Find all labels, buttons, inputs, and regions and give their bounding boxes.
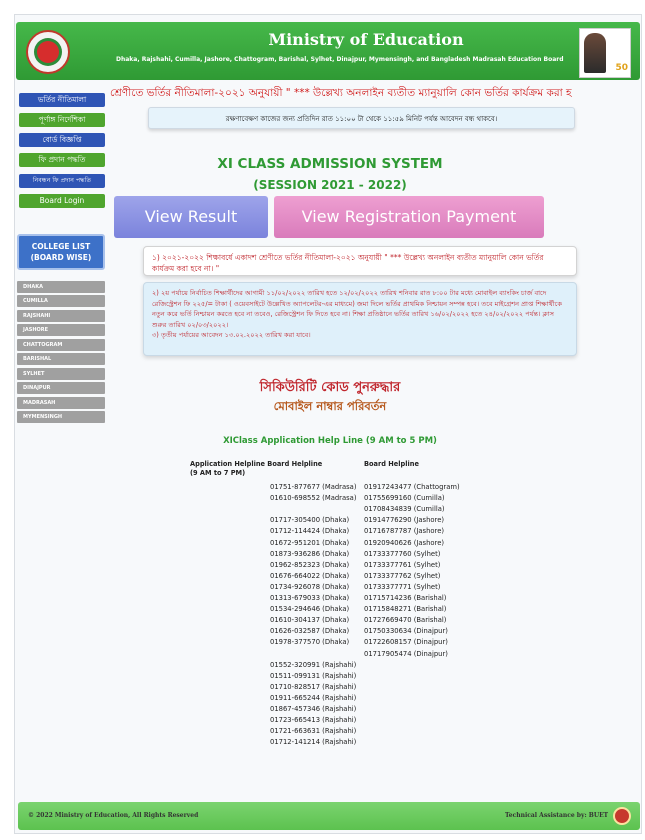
college-list-button[interactable] bbox=[17, 234, 105, 270]
helpline-number: 01552-320991 (Rajshahi) bbox=[270, 660, 357, 669]
helpline-number: 01610-304137 (Dhaka) bbox=[270, 616, 350, 625]
scrolling-notice: শ্রেণীতে ভর্তির নীতিমালা-২০২১ অনুযায়ী " *** উল্লেখ্য অনলাইন ব্যতীত ম্যানুয়ালি কোন ভর্তির কার্যক্রম করা হ bbox=[110, 87, 572, 99]
view-result-button[interactable]: View Result bbox=[114, 196, 268, 238]
helpline-number: 01672-951201 (Dhaka) bbox=[270, 538, 350, 547]
site-title: Ministry of Education bbox=[268, 30, 464, 49]
sidebar-item-full-guideline[interactable]: পূর্ণাঙ্গ নির্দেশিকা bbox=[19, 113, 105, 127]
board-link-mymensingh[interactable]: MYMENSINGH bbox=[17, 411, 105, 423]
helpline-number: 01755699160 (Cumilla) bbox=[364, 494, 445, 503]
board-link-madrasah[interactable]: MADRASAH bbox=[17, 397, 105, 409]
helpline-number: 01734-926078 (Dhaka) bbox=[270, 582, 350, 591]
helpline-number: 01733377771 (Sylhet) bbox=[364, 582, 441, 591]
board-helpline-heading: Board Helpline bbox=[364, 460, 419, 468]
helpline-number: 01610-698552 (Madrasa) bbox=[270, 494, 357, 503]
policy-notice: ১) ২০২১-২০২২ শিক্ষাবর্ষে একাদশ শ্রেণীতে ভর্তির নীতিমালা-২০২১ অনুযায়ী " *** উল্লেখ্য অনলাইন ব্যতীত ম্যানুয়ালি কোন ভর্তির কার্যক্রম করা হবে না। " bbox=[143, 246, 577, 276]
helpline-number: 01313-679033 (Dhaka) bbox=[270, 594, 350, 602]
application-helpline-heading-text: Application Helpline Board Helpline bbox=[190, 460, 323, 468]
helpline-title: XIClass Application Help Line (9 AM to 5 PM) bbox=[223, 436, 437, 446]
helpline-number: 01750330634 (Dinajpur) bbox=[364, 627, 448, 636]
admission-notice-text: ২) ২য় পর্যায়ে নির্বাচিত শিক্ষার্থীদের আগামী ১১/০২/২০২২ তারিখ হতে ১২/০২/২০২২ তারিখ শনিবার রাত ৮:০০ টার মধ্যে মোবাইল ব্যাংকিং চার্জ বাদে রেজিস্ট্রেশন ফি ২২৫/= টাকা ( ওয়েবসাইটে উল্লেখিত অ্যাপলেটর-এর মাধ্যমে) জমা দিলে ভর্তির প্রাথমিক নিশ্চায়ন সম্পন্ন হবে। তবে মাইগ্রেশন প্রাপ্ত শিক্ষার্থীকে নতুন করে ভর্তি নিশ্চায়ন করতে হবে না তবেও, রেজিস্ট্রেশন ফি দিতে হবে না। শিক্ষা প্রতিষ্ঠানে ভর্তির তারিখ ১৬/০২/২০২২ হতে ২৪/০২/২০২২ পর্যন্ত। ক্লাস শুরুর তারিখ ০২/০৩/২০২২। bbox=[152, 289, 562, 329]
helpline-number: 01733377760 (Sylhet) bbox=[364, 549, 441, 558]
helpline-number: 01873-936286 (Dhaka) bbox=[270, 549, 350, 558]
helpline-number: 01712-114424 (Dhaka) bbox=[270, 527, 350, 536]
buet-logo bbox=[613, 807, 631, 825]
helpline-number: 01626-032587 (Dhaka) bbox=[270, 627, 350, 636]
helpline-number: 01715848271 (Barishal) bbox=[364, 605, 447, 614]
helpline-number: 01721-663631 (Rajshahi) bbox=[270, 727, 357, 736]
portrait-tag: 50 bbox=[615, 63, 628, 73]
maintenance-notice: রক্ষণাবেক্ষণ কাজের জন্য প্রতিদিন রাত ১১:০০ টা থেকে ১১:৫৯ মিনিট পর্যন্ত আবেদন বন্ধ থাকবে। bbox=[148, 107, 575, 129]
session-label: (SESSION 2021 - 2022) bbox=[253, 178, 407, 192]
government-logo bbox=[26, 30, 70, 74]
mobile-number-change-link[interactable]: মোবাইল নাম্বার পরিবর্তন bbox=[273, 399, 387, 413]
helpline-number: 01978-377570 (Dhaka) bbox=[270, 638, 350, 647]
technical-assistance-text: Technical Assistance by: BUET bbox=[505, 812, 609, 819]
view-registration-payment-button[interactable]: View Registration Payment bbox=[274, 196, 544, 238]
admission-notice bbox=[143, 282, 577, 356]
board-link-dhaka[interactable]: DHAKA bbox=[17, 281, 105, 293]
helpline-number: 01715714236 (Barishal) bbox=[364, 594, 447, 602]
site-footer bbox=[18, 802, 640, 830]
helpline-number: 01723-665413 (Rajshahi) bbox=[270, 716, 357, 725]
sidebar-item-admission-policy[interactable]: ভর্তির নীতিমালা bbox=[19, 93, 105, 107]
sidebar-item-fee-payment[interactable]: ফি প্রদান পদ্ধতি bbox=[19, 153, 105, 167]
helpline-number: 01717905474 (Dinajpur) bbox=[364, 649, 448, 658]
helpline-number: 01751-877677 (Madrasa) bbox=[270, 483, 357, 491]
helpline-number: 01917243477 (Chattogram) bbox=[364, 483, 460, 491]
copyright-text: © 2022 Ministry of Education, All Rights Reserved bbox=[28, 812, 199, 819]
helpline-number: 01727669470 (Barishal) bbox=[364, 616, 447, 625]
system-title: XI CLASS ADMISSION SYSTEM bbox=[217, 156, 443, 172]
board-link-chattogram[interactable]: CHATTOGRAM bbox=[17, 339, 105, 351]
sidebar-item-board-login[interactable]: Board Login bbox=[19, 194, 105, 208]
helpline-number: 01511-099131 (Rajshahi) bbox=[270, 671, 357, 680]
board-link-jashore[interactable]: JASHORE bbox=[17, 324, 105, 336]
board-link-cumilla[interactable]: CUMILLA bbox=[17, 295, 105, 307]
helpline-number: 01867-457346 (Rajshahi) bbox=[270, 705, 357, 713]
helpline-number: 01717-305400 (Dhaka) bbox=[270, 516, 350, 525]
application-helpline-heading bbox=[190, 460, 322, 478]
helpline-number: 01733377761 (Sylhet) bbox=[364, 560, 441, 569]
college-list-label: COLLEGE LIST bbox=[31, 242, 91, 251]
application-helpline-hours: (9 AM to 7 PM) bbox=[190, 469, 246, 477]
security-code-recovery-link[interactable]: সিকিউরিটি কোড পুনরুদ্ধার bbox=[259, 380, 401, 395]
third-phase-notice: ৩) তৃতীয় পর্যায়ের আবেদন ১৩.০২.২০২২ তারিখ করা যাবে। bbox=[152, 331, 311, 339]
board-link-barishal[interactable]: BARISHAL bbox=[17, 353, 105, 365]
helpline-number: 01716787787 (Jashore) bbox=[364, 527, 445, 536]
helpline-number: 01708434839 (Cumilla) bbox=[364, 505, 445, 514]
helpline-number: 01712-141214 (Rajshahi) bbox=[270, 738, 357, 747]
helpline-number: 01710-828517 (Rajshahi) bbox=[270, 682, 357, 691]
helpline-number: 01676-664022 (Dhaka) bbox=[270, 571, 350, 580]
site-header bbox=[16, 22, 640, 80]
portrait-image bbox=[579, 28, 631, 78]
portrait-figure bbox=[584, 33, 606, 73]
board-link-sylhet[interactable]: SYLHET bbox=[17, 368, 105, 380]
helpline-number: 01722608157 (Dinajpur) bbox=[364, 638, 448, 647]
helpline-number: 01733377762 (Sylhet) bbox=[364, 571, 441, 580]
helpline-number: 01911-665244 (Rajshahi) bbox=[270, 693, 357, 702]
college-list-sublabel: (BOARD WISE) bbox=[30, 253, 92, 262]
sidebar-item-board-notice[interactable]: বোর্ড বিজ্ঞপ্তি bbox=[19, 133, 105, 147]
helpline-number: 01534-294646 (Dhaka) bbox=[270, 605, 350, 614]
board-link-dinajpur[interactable]: DINAJPUR bbox=[17, 382, 105, 394]
helpline-number: 01914776290 (Jashore) bbox=[364, 516, 445, 525]
helpline-number: 01962-852323 (Dhaka) bbox=[270, 560, 350, 569]
board-link-rajshahi[interactable]: RAJSHAHI bbox=[17, 310, 105, 322]
boards-subtitle: Dhaka, Rajshahi, Cumilla, Jashore, Chattogram, Barishal, Sylhet, Dinajpur, Mymensingh, and Bangladesh Madrasah Education Board bbox=[116, 56, 564, 63]
sidebar-item-registration-fee[interactable]: নিবন্ধন ফি প্রদান পদ্ধতি bbox=[19, 174, 105, 188]
helpline-number: 01920940626 (Jashore) bbox=[364, 538, 445, 547]
